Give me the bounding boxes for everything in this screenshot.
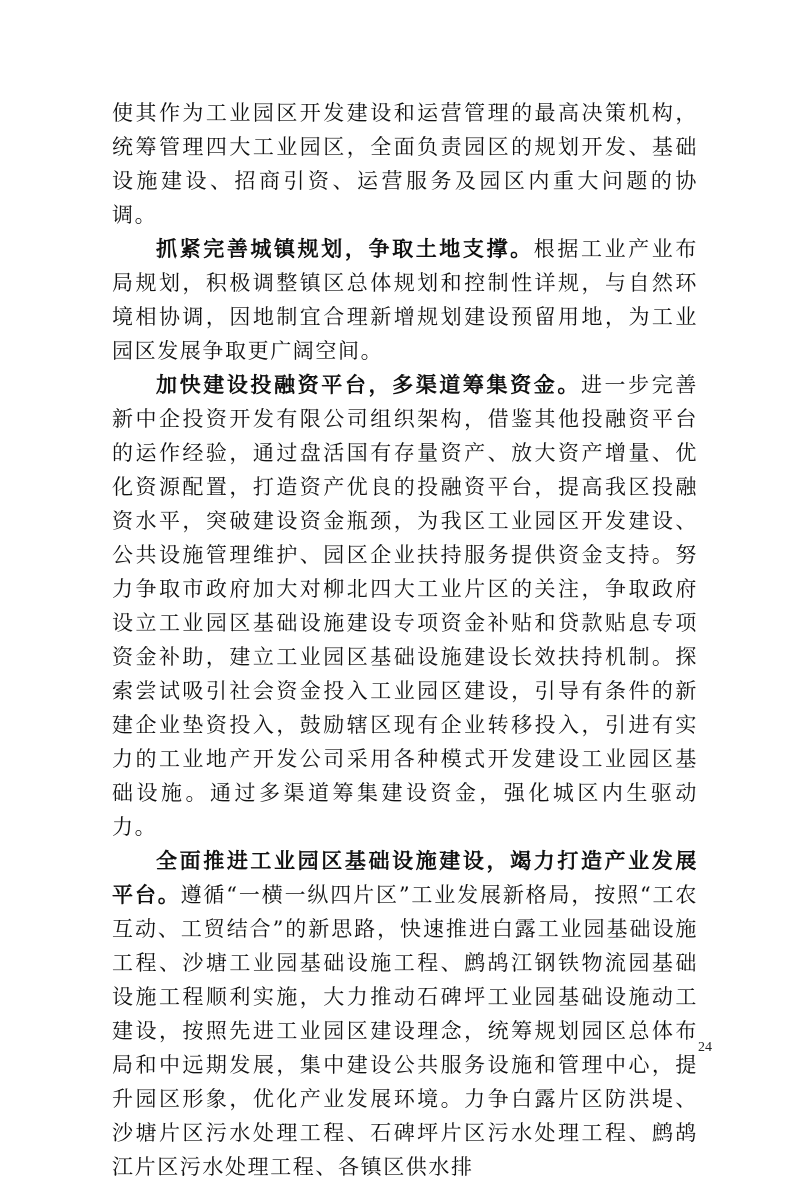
- paragraph-4-text: 遵循“一横一纵四片区”工业发展新格局，按照“工农互动、工贸结合”的新思路，快速推进白露工业园基础设施工程、沙塘工业园基础设施工程、鹧鸪江钢铁物流园基础设施工程顺利实施，大力推动石碑坪工业园基础设施动工建设，按照先进工业园区建设理念，统筹规划园区总体布局和中远期发展，集中建设公共服务设施和管理中心，提升园区形象，优化产业发展环境。力争白露片区防洪堤、沙塘片区污水处理工程、石碑坪片区污水处理工程、鹧鸪江片区污水处理工程、各镇区供水排: [112, 883, 698, 1179]
- paragraph-3: [112, 368, 698, 844]
- paragraph-4-heading: 全面推进工业园区基础设施建设，竭力打造产业发展平台。: [112, 848, 698, 907]
- paragraph-3-text: 进一步完善新中企投资开发有限公司组织架构，借鉴其他投融资平台的运作经验，通过盘活国有存量资产、放大资产增量、优化资源配置，打造资产优良的投融资平台，提高我区投融资水平，突破建设资金瓶颈，为我区工业园区开发建设、公共设施管理维护、园区企业扶持服务提供资金支持。努力争取市政府加大对柳北四大工业片区的关注，争取政府设立工业园区基础设施建设专项资金补贴和贷款贴息专项资金补助，建立工业园区基础设施建设长效扶持机制。探索尝试吸引社会资金投入工业园区建设，引导有条件的新建企业垫资投入，鼓励辖区现有企业转移投入，引进有实力的工业地产开发公司采用各种模式开发建设工业园区基础设施。通过多渠道筹集建设资金，强化城区内生驱动力。: [112, 373, 698, 839]
- page-number: 24: [698, 1040, 712, 1055]
- paragraph-2-text: 根据工业产业布局规划，积极调整镇区总体规划和控制性详规，与自然环境相协调，因地制宜合理新增规划建设预留用地，为工业园区发展争取更广阔空间。: [112, 237, 699, 363]
- paragraph-1-text: 使其作为工业园区开发建设和运营管理的最高决策机构，统筹管理四大工业园区，全面负责园区的规划开发、基础设施建设、招商引资、运营服务及园区内重大问题的协调。: [112, 101, 698, 227]
- paragraph-4: [112, 844, 698, 1184]
- document-page: [112, 96, 698, 1184]
- paragraph-3-heading: 加快建设投融资平台，多渠道筹集资金。: [156, 372, 581, 397]
- paragraph-1: [112, 96, 698, 232]
- paragraph-2-heading: 抓紧完善城镇规划，争取土地支撑。: [156, 236, 534, 261]
- paragraph-2: [112, 232, 698, 368]
